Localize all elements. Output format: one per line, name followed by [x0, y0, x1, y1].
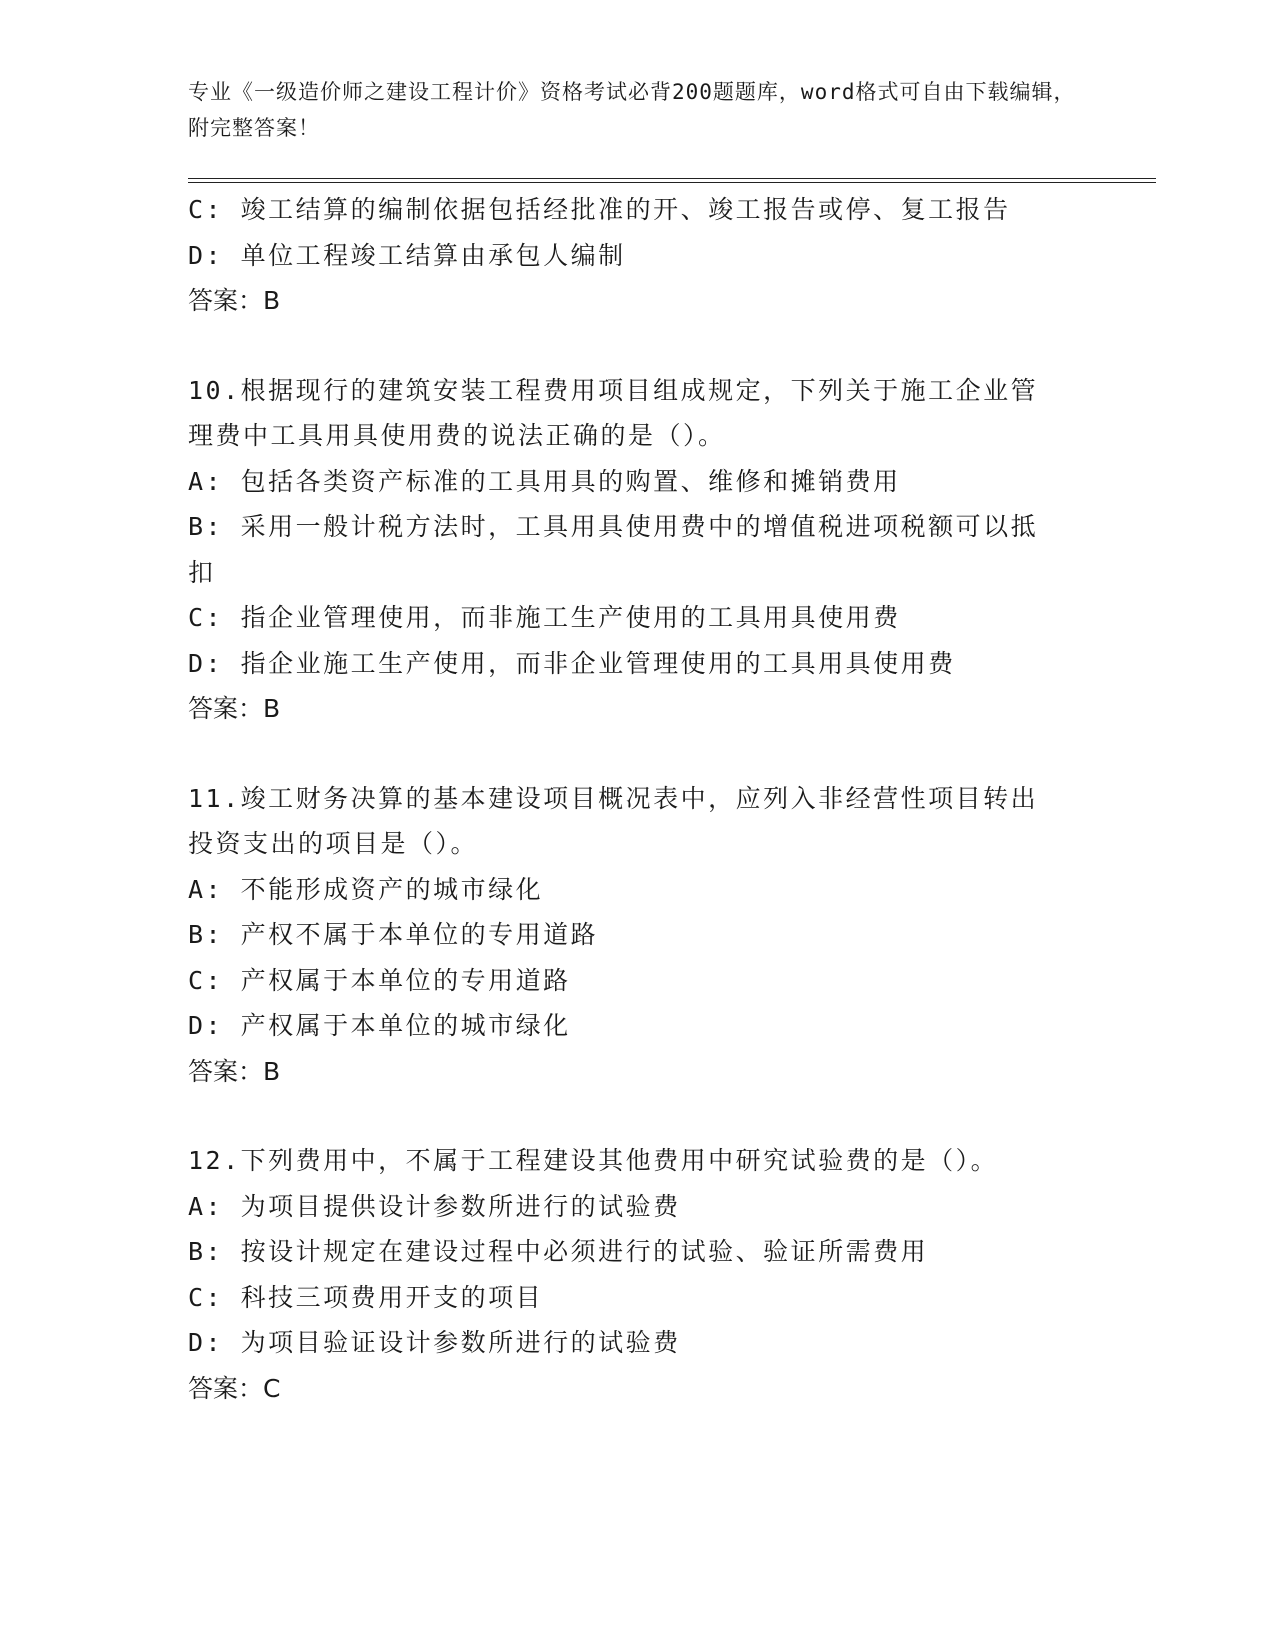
document-content — [188, 187, 1068, 1411]
option-c: C: 指企业管理使用，而非施工生产使用的工具用具使用费 — [188, 603, 901, 632]
option-b: B: 按设计规定在建设过程中必须进行的试验、验证所需费用 — [188, 1237, 929, 1266]
header-rule-bottom — [188, 182, 1156, 183]
option-d: D: 指企业施工生产使用，而非企业管理使用的工具用具使用费 — [188, 648, 956, 678]
option-c: C: 竣工结算的编制依据包括经批准的开、竣工报告或停、复工报告 — [188, 195, 1011, 224]
option-c: C: 产权属于本单位的专用道路 — [188, 965, 571, 995]
question-stem: 投资支出的项目是（）。 — [188, 829, 479, 858]
option-b: B: 采用一般计税方法时，工具用具使用费中的增值税进项税额可以抵 — [188, 512, 1039, 541]
question-stem: 10.根据现行的建筑安装工程费用项目组成规定，下列关于施工企业管 — [188, 375, 1039, 405]
document-header: 专业《一级造价师之建设工程计价》资格考试必背200题题库，word格式可自由下载编辑，附完整答案！ — [188, 80, 1076, 140]
spacer — [188, 732, 1068, 776]
option-a: A: 包括各类资产标准的工具用具的购置、维修和摊销费用 — [188, 466, 901, 496]
question-11 — [188, 776, 1068, 1095]
answer-line: 答案：B — [188, 1056, 281, 1086]
option-d: D: 单位工程竣工结算由承包人编制 — [188, 240, 626, 270]
option-a: A: 为项目提供设计参数所进行的试验费 — [188, 1191, 681, 1221]
option-b-continued: 扣 — [188, 557, 216, 587]
option-a: A: 不能形成资产的城市绿化 — [188, 874, 544, 904]
answer-line: 答案：B — [188, 694, 281, 723]
header-rule-top — [188, 178, 1156, 179]
option-d: D: 为项目验证设计参数所进行的试验费 — [188, 1328, 681, 1357]
question-stem: 11.竣工财务决算的基本建设项目概况表中，应列入非经营性项目转出 — [188, 783, 1039, 813]
answer-line: 答案：B — [188, 286, 281, 315]
prev-question-block — [188, 187, 1068, 324]
option-b: B: 产权不属于本单位的专用道路 — [188, 920, 599, 949]
spacer — [188, 1094, 1068, 1138]
question-stem: 理费中工具用具使用费的说法正确的是（）。 — [188, 421, 726, 450]
option-d: D: 产权属于本单位的城市绿化 — [188, 1011, 571, 1040]
answer-line: 答案：C — [188, 1373, 281, 1403]
question-12 — [188, 1138, 1068, 1411]
question-stem: 12.下列费用中，不属于工程建设其他费用中研究试验费的是（）。 — [188, 1146, 999, 1175]
option-c: C: 科技三项费用开支的项目 — [188, 1282, 544, 1312]
question-10 — [188, 368, 1068, 732]
spacer — [188, 324, 1068, 368]
